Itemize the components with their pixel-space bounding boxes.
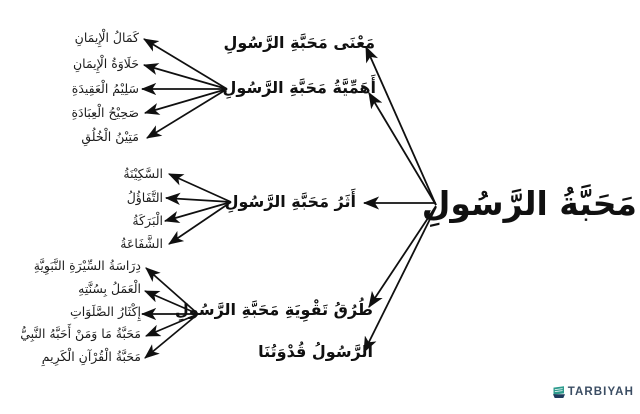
- sub-item-label: حَلَاوَةُ الْإِيمَانِ: [72, 56, 139, 71]
- branch-effect-label: أَثَرُ مَحَبَّةِ الرَّسُولِ: [224, 192, 356, 211]
- branch-importance-label: أَهَمِّيَّةُ مَحَبَّةِ الرَّسُولِ: [222, 78, 376, 97]
- sub-item-label: مَتِيْنُ الْخُلُقِ: [81, 129, 139, 144]
- sub-item-label: دِرَاسَةُ السِّيْرَةِ النَّبَوِيَّةِ: [33, 258, 141, 273]
- tarbiyah-logo-icon: [552, 385, 566, 399]
- sub-item-label: السَّكِيْنَةُ: [123, 166, 163, 181]
- sub-item-label: كَمَالُ الْإِيمَانِ: [74, 30, 139, 45]
- tarbiyah-logo: [552, 385, 634, 399]
- sub-item-label: الشَّفَاعَةُ: [120, 236, 163, 251]
- tarbiyah-logo-text: TARBIYAH: [567, 386, 634, 398]
- sub-item-label: الْعَمَلُ بِسُنَّتِهِ: [78, 281, 141, 296]
- sub-item-label: التَّفَاؤُلُ: [126, 190, 163, 205]
- sub-item-label: صَحِيْحُ الْعِبَادَةِ: [71, 105, 139, 120]
- branch-ways-label: طُرُقُ تَقْوِيَةِ مَحَبَّةِ الرَّسُولِ: [174, 300, 373, 319]
- branch-meaning-label: مَعْنَى مَحَبَّةِ الرَّسُولِ: [223, 33, 375, 52]
- sub-item-label: الْبَرَكَةُ: [132, 213, 163, 228]
- sub-item-label: إِكْثَارُ الصَّلَوَاتِ: [70, 304, 141, 319]
- sub-item-label: مَحَبَّةُ الْقُرْآنِ الْكَرِيمِ: [41, 349, 141, 364]
- sub-item-label: مَحَبَّةُ مَا وَمَنْ أَحَبَّهُ النَّبِيُّ: [20, 326, 141, 341]
- branch-role-model-label: الرَّسُولُ قُدْوَتُنَا: [258, 342, 373, 361]
- sub-item-label: سَلِيْمُ الْعَقِيدَةِ: [71, 81, 139, 96]
- main-topic-label: مَحَبَّةُ الرَّسُولِ: [421, 184, 637, 223]
